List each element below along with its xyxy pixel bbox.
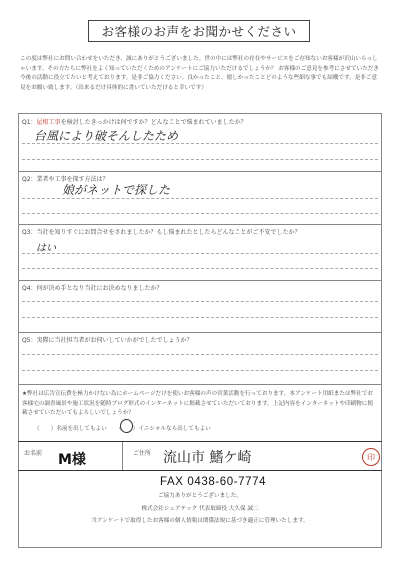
address-label: ご住所: [133, 450, 152, 457]
answer-1-handwriting: 台風により破そんしたため: [34, 129, 179, 143]
answer-line: [22, 370, 378, 371]
address-handwriting: 流山市 鰭ケ崎: [163, 450, 252, 466]
question-4-label: Q4：何が決め手となり当社にお決めなりましたか？: [22, 285, 163, 292]
section-divider: [18, 280, 382, 281]
customer-info-row: [18, 441, 382, 471]
thanks-text: ご協力ありがとうございました。: [158, 493, 242, 499]
intro-text: この度は弊社にお問い合わせをいただき、誠にありがとうございました。世の中には弊社の存在やサービスをご存知ないお客様が沢山いらっしゃいます。その方たちに弊社をよく知っていただくためのアンケートにご協力いただけるでしょうか？ お客様のご意見を参考にさせていただき今後の活動に役立てたいと考えております。是非ご協力ください。良かったこと、嬉しかったことどのような些細な事でも結構です。是非ご意見をお願い致します。（出来るだけ具体的に書いていただけると幸いです）: [20, 56, 379, 91]
answer-line: [22, 143, 378, 144]
answer-line: [22, 317, 378, 318]
consent-option-full-name[interactable]: （ ）名前を出してもよい: [34, 426, 107, 432]
name-divider: [122, 442, 123, 470]
privacy-notice: 当アンケートで取得したお客様の個人情報は関係法規に基づき適正に管理いたします。: [91, 518, 309, 524]
question-3-label: Q3：当社を知りすぐにお問合せをされましたか？もし悩まれたとしたらどんなことがご不安でしたか？: [22, 229, 301, 236]
seal-text: 印: [367, 452, 375, 462]
answer-2-handwriting: 娘がネットで探した: [62, 183, 171, 197]
company-signature: 株式会社シェアテック 代表取締役 大久保 誠二: [141, 506, 259, 512]
section-divider: [18, 171, 382, 172]
question-2-label: Q2：業者や工事を探す方法は？: [22, 176, 109, 183]
answer-line: [22, 301, 378, 302]
answer-line: [22, 253, 378, 254]
circled-mark: [120, 419, 133, 433]
answer-line: [22, 268, 378, 269]
publication-consent-note: ★弊社は広告宣伝費を極力かけない為にホームページだけを使いお客様の声の営業活動を行っております。本アンケート用紙または弊社でお客様宅の調査風景や施工状況を随時ブログ形式のインターネットに掲載させていただいております。上記内容をインターネットや印刷物に掲載させていただいてもよろしいでしょうか？: [22, 391, 373, 417]
fax-number: FAX 0438-60-7774: [160, 476, 267, 488]
answer-3-handwriting: はい: [36, 243, 56, 254]
section-divider: [18, 332, 382, 333]
answer-line: [22, 159, 378, 160]
name-label: お名前: [24, 450, 43, 457]
name-value: M様: [58, 452, 86, 468]
section-divider: [18, 224, 382, 225]
question-1-label: Q1：屋根工事を検討したきっかけは何ですか？どんなことで悩まれていましたか？: [22, 119, 247, 126]
seal-stamp: [362, 448, 380, 466]
survey-title: お客様のお声をお聞かせください: [88, 20, 310, 42]
section-divider: [18, 384, 382, 385]
consent-option-initials[interactable]: （ ）イニシャルなら出してもよい: [116, 426, 211, 432]
answer-line: [22, 354, 378, 355]
answer-line: [22, 213, 378, 214]
answer-line: [22, 198, 378, 199]
question-5-label: Q5：実際に当社担当者がお伺いしていかがでしたでしょうか？: [22, 337, 193, 344]
